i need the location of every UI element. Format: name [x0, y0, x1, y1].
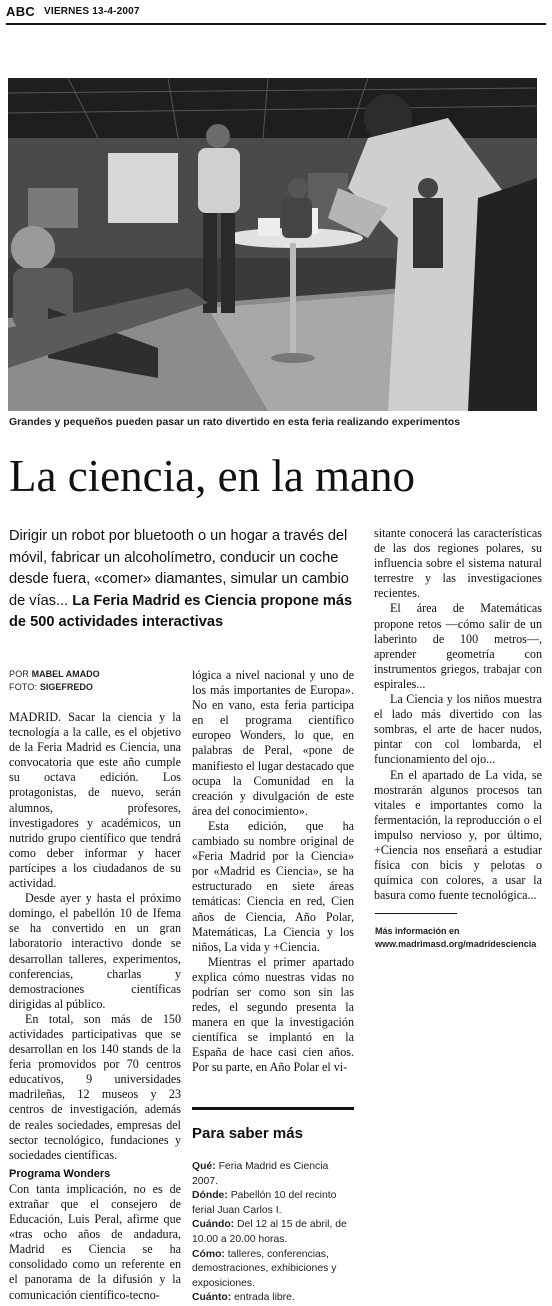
body-paragraph: El área de Matemáticas propone retos —cómo salir de un laberinto de 100 metros—, aprender geometría con instrumentos griegos, trabajar con espirales... — [374, 601, 542, 691]
info-item — [192, 1248, 354, 1292]
info-value: Del 12 al 15 de abril, de 10.00 a 20.00 horas. — [192, 1219, 347, 1245]
body-paragraph: En total, son más de 150 actividades participativas que se desarrollan en los 140 stands de la feria promovidos por 70 centros educativos, 9 universidades madrileñas, 12 museos y 23 centros de investigación, además de reales sociedades, empresas del sector tecnológico, fundaciones y sociedades científicas. — [9, 1011, 181, 1162]
info-item — [192, 1218, 354, 1247]
more-info-link[interactable]: Más información en www.madrimasd.org/madridesciencia — [375, 926, 537, 949]
body-paragraph: MADRID. Sacar la ciencia y la tecnología a la calle, es el objetivo de la Feria Madrid es Ciencia, una convocatoria que este año cumple su octava edición. Los protagonistas, de nuevo, serán alumnos, profesores, investigadores y académicos, un nutrido grupo científico que tendrá como deber informar y hacer partícipes a los ciudadanos de su actividad. — [9, 710, 181, 891]
lead-paragraph — [9, 526, 364, 634]
divider — [375, 913, 457, 914]
byline-foto-label: FOTO: — [9, 682, 38, 692]
newspaper-logo: ABC — [6, 4, 36, 19]
body-paragraph: Esta edición, que ha cambiado su nombre original de «Feria Madrid por la Ciencia» por «Madrid es Ciencia», se ha estructurado en siete áreas temáticas: Ciencia en red, Cien años de Ciencia, Año Polar, Matemáticas, La Ciencia y los niños, La vida y +Ciencia. — [192, 818, 354, 954]
photographer-name: SIGEFREDO — [39, 682, 93, 692]
body-paragraph: sitante conocerá las características de las dos regiones polares, su influencia sobre el sistema natural terrestre y las investigaciones recientes. — [374, 526, 542, 601]
photo-caption: Grandes y pequeños pueden pasar un rato divertido en esta feria realizando experimentos — [9, 416, 461, 428]
byline-por-label: POR — [9, 669, 30, 679]
info-box-rule — [192, 1107, 354, 1110]
body-paragraph: La Ciencia y los niños muestra el lado más divertido con las sombras, el arte de hacer nudos, pintar con col lombarda, el funcionamiento del ojo... — [374, 692, 542, 767]
info-value: entrada libre. — [234, 1292, 295, 1304]
info-value: Pabellón 10 del recinto ferial Juan Carlos I. — [192, 1190, 337, 1216]
body-paragraph: Desde ayer y hasta el próximo domingo, el pabellón 10 de Ifema se ha convertido en un gran laboratorio interactivo donde se desarrollan talleres, experimentos, conferencias, charlas y demostraciones científicas dirigidas al público. — [9, 891, 181, 1011]
info-key: Dónde: — [192, 1190, 228, 1202]
article-column-1 — [9, 710, 181, 1303]
byline — [9, 668, 179, 694]
body-paragraph: En el apartado de La vida, se mostrarán algunos procesos tan vitales e importantes como la fermentación, la reproducción o el impulso nervioso y, por último, +Ciencia nos enseñará a estudiar física con bicis y pelotas o química con colores, a usar la basura como fuente tecnológica... — [374, 767, 542, 903]
info-box-title: Para saber más — [192, 1125, 303, 1142]
info-key: Qué: — [192, 1161, 216, 1172]
subheading: Programa Wonders — [9, 1167, 111, 1180]
lead-text: Dirigir un robot por bluetooth o un hogar a través del móvil, fabricar un alcoholímetro, conducir un coche desde fuera, «comer» diamantes, simular un cambio de vías... — [9, 528, 349, 609]
info-key: Cómo: — [192, 1248, 225, 1260]
masthead — [6, 2, 546, 24]
info-item — [192, 1291, 354, 1306]
issue-date: VIERNES 13-4-2007 — [44, 6, 140, 17]
masthead-rule — [6, 23, 546, 25]
body-paragraph: lógica a nivel nacional y uno de los más importantes de Europa». No en vano, esta feria participa en el programa científico europeo Wonders, lo que, en palabras de Peral, «pone de manifiesto el lugar destacado que ocupa la Comunidad en la creación y divulgación de este área del conocimiento». — [192, 668, 354, 818]
author-name: MABEL AMADO — [31, 669, 100, 679]
info-item — [192, 1189, 354, 1218]
info-key: Cuánto: — [192, 1292, 232, 1304]
lead-bold-text: La Feria Madrid es Ciencia propone más de 500 actividades interactivas — [9, 592, 353, 630]
news-photo — [8, 78, 537, 411]
info-item — [192, 1160, 354, 1189]
info-key: Cuándo: — [192, 1219, 235, 1231]
article-column-3 — [374, 526, 542, 903]
info-value: Feria Madrid es Ciencia 2007. — [192, 1161, 329, 1187]
info-value: talleres, conferencias, demostraciones, exhibiciones y exposiciones. — [192, 1248, 337, 1289]
body-paragraph: Mientras el primer apartado explica cómo nuestras vidas no podrían ser como son sin las redes, el segundo presenta la manera en que la investigación científica se implantó en la España de hace casi cien años. Por su parte, en Año Polar el vi- — [192, 954, 354, 1075]
body-paragraph: Con tanta implicación, no es de extrañar que el consejero de Educación, Luis Peral, afirme que «tras ocho años de andadura, Madrid es Ciencia se ha consolidado como un referente en el panorama de la difusión y la comunicación científico-tecno- — [9, 1181, 181, 1302]
article-column-2 — [192, 668, 354, 1076]
info-box — [192, 1160, 354, 1306]
headline: La ciencia, en la mano — [9, 451, 416, 501]
